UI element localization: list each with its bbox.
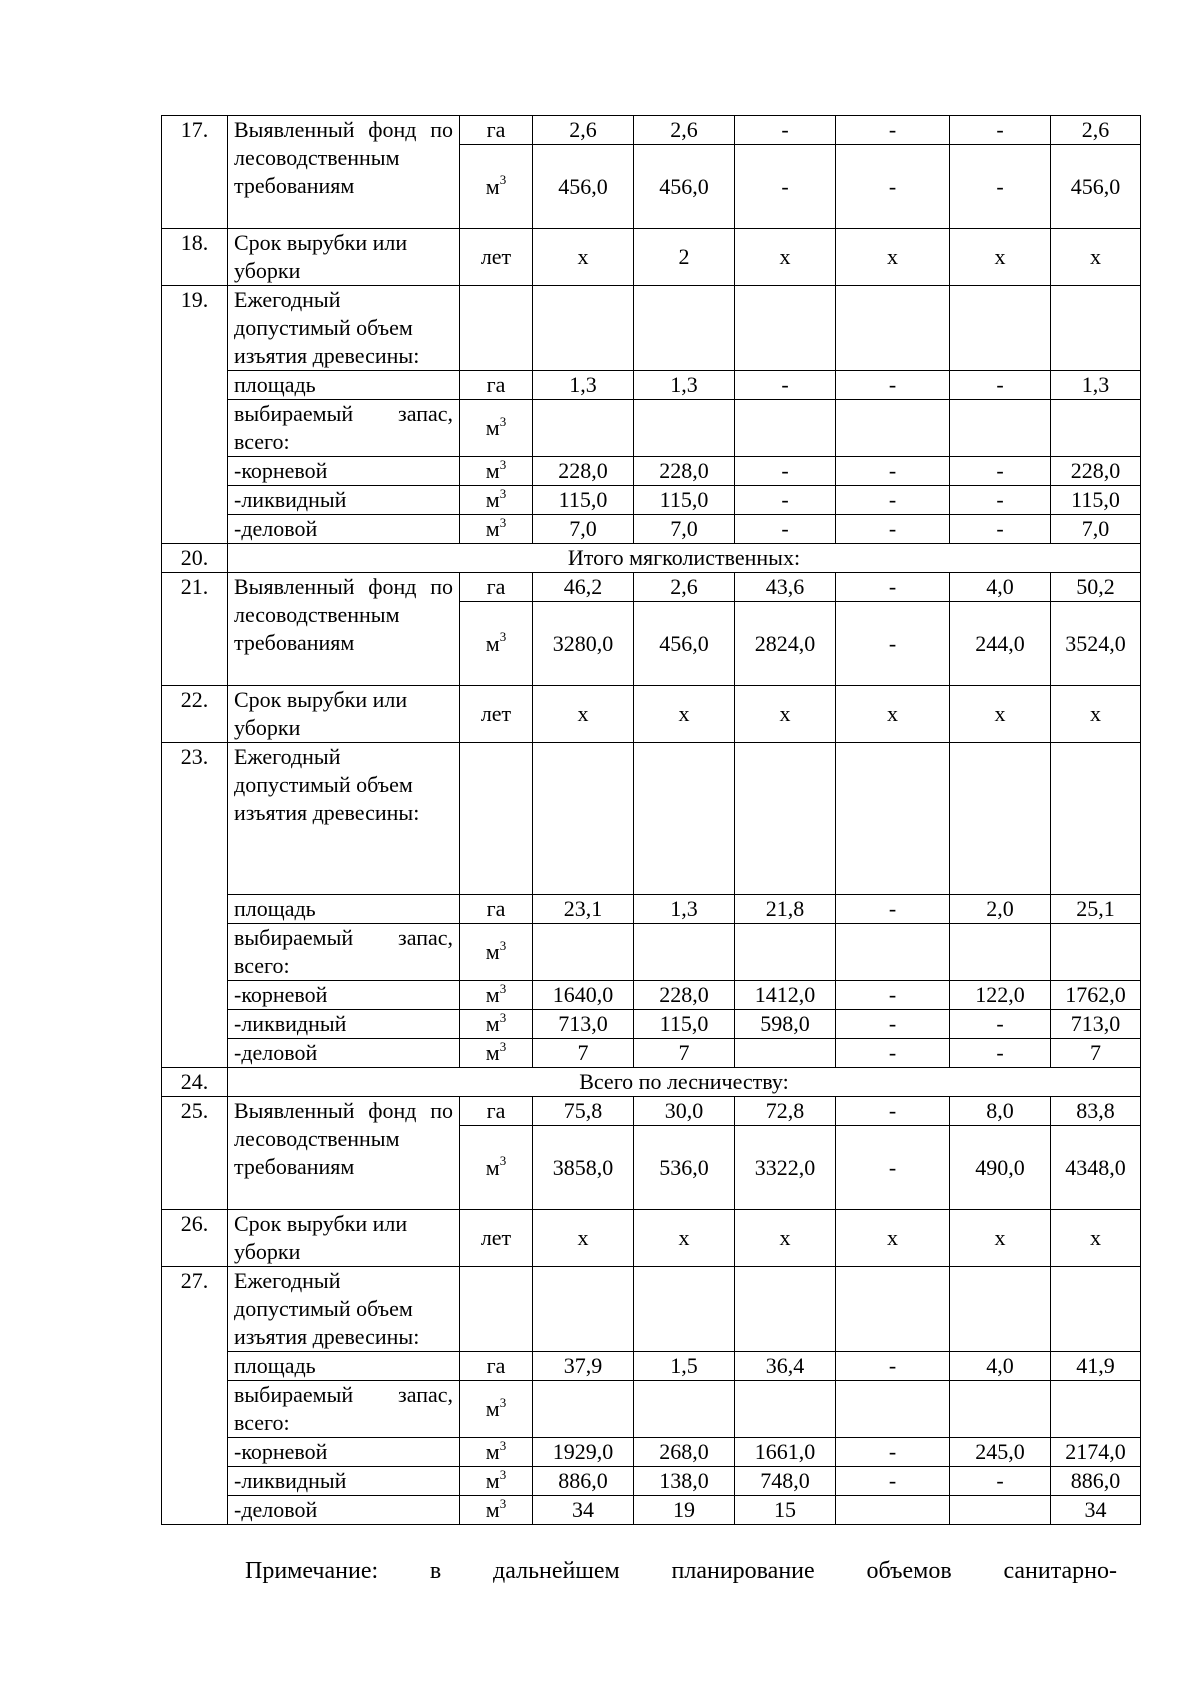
table-row (162, 1210, 1141, 1267)
row-label: выбираемый запас, всего: (228, 1381, 460, 1438)
value-cell: - (836, 1126, 950, 1210)
table-row (162, 981, 1141, 1010)
value-cell: 3280,0 (533, 602, 634, 686)
value-cell: 115,0 (634, 1010, 735, 1039)
value-cell: 7 (533, 1039, 634, 1068)
row-label: Ежегодный допустимый объем изъятия древесины: (228, 743, 460, 895)
value-cell: 19 (634, 1496, 735, 1525)
value-cell: 228,0 (634, 981, 735, 1010)
unit-cell: $м^3$ (460, 981, 533, 1010)
value-cell: 15 (735, 1496, 836, 1525)
value-cell: 1762,0 (1051, 981, 1141, 1010)
value-cell: 25,1 (1051, 895, 1141, 924)
unit-cell: лет (460, 229, 533, 286)
value-cell: 228,0 (634, 457, 735, 486)
row-label: Выявленный фонд по лесоводственным требованиям (228, 1097, 460, 1210)
value-cell: 1640,0 (533, 981, 634, 1010)
value-cell: - (950, 457, 1051, 486)
value-cell: х (836, 1210, 950, 1267)
note-paragraph: Примечание: в дальнейшем планирование объемов санитарно- (245, 1558, 1117, 1584)
value-cell: 46,2 (533, 573, 634, 602)
table-row (162, 1352, 1141, 1381)
value-cell: 1,3 (634, 371, 735, 400)
row-number: 25. (162, 1097, 228, 1210)
value-cell: - (836, 1097, 950, 1126)
unit-cell: $м^3$ (460, 1438, 533, 1467)
unit-cell: га (460, 573, 533, 602)
row-number: 20. (162, 544, 228, 573)
table-row (162, 229, 1141, 286)
value-cell: - (836, 116, 950, 145)
value-cell: 536,0 (634, 1126, 735, 1210)
value-cell: - (735, 116, 836, 145)
table-row (162, 286, 1141, 371)
table-row (162, 1438, 1141, 1467)
value-cell: 2,6 (634, 116, 735, 145)
value-cell: 7,0 (1051, 515, 1141, 544)
value-cell: 34 (1051, 1496, 1141, 1525)
value-cell: - (836, 1467, 950, 1496)
value-cell: 713,0 (533, 1010, 634, 1039)
row-label: -деловой (228, 515, 460, 544)
value-cell: 1929,0 (533, 1438, 634, 1467)
value-cell: 2,6 (634, 573, 735, 602)
row-label: Ежегодный допустимый объем изъятия древесины: (228, 1267, 460, 1352)
value-cell: 115,0 (533, 486, 634, 515)
value-cell: - (836, 1010, 950, 1039)
value-cell: 21,8 (735, 895, 836, 924)
unit-cell: га (460, 1097, 533, 1126)
value-cell (836, 1496, 950, 1525)
section-row (162, 544, 1141, 573)
value-cell: - (950, 486, 1051, 515)
table-row (162, 116, 1141, 145)
row-label: Срок вырубки или уборки (228, 686, 460, 743)
row-number: 26. (162, 1210, 228, 1267)
value-cell: 4348,0 (1051, 1126, 1141, 1210)
value-cell: - (836, 486, 950, 515)
unit-cell: $м^3$ (460, 400, 533, 457)
value-cell: 456,0 (1051, 145, 1141, 229)
value-cell: 456,0 (634, 145, 735, 229)
table-row (162, 924, 1141, 981)
unit-cell: $м^3$ (460, 145, 533, 229)
row-label: Выявленный фонд по лесоводственным требованиям (228, 573, 460, 686)
section-title: Всего по лесничеству: (228, 1068, 1141, 1097)
value-cell: 43,6 (735, 573, 836, 602)
row-label: -деловой (228, 1039, 460, 1068)
table-row (162, 457, 1141, 486)
unit-cell: га (460, 116, 533, 145)
row-label: -деловой (228, 1496, 460, 1525)
value-cell: - (950, 1010, 1051, 1039)
value-cell: 3524,0 (1051, 602, 1141, 686)
row-label: -ликвидный (228, 1467, 460, 1496)
value-cell: х (735, 1210, 836, 1267)
table-row (162, 515, 1141, 544)
value-cell: х (950, 1210, 1051, 1267)
row-label: -ликвидный (228, 486, 460, 515)
value-cell: 41,9 (1051, 1352, 1141, 1381)
value-cell: 1412,0 (735, 981, 836, 1010)
table-row (162, 1467, 1141, 1496)
value-cell: 2174,0 (1051, 1438, 1141, 1467)
value-cell: - (836, 573, 950, 602)
row-number: 22. (162, 686, 228, 743)
value-cell: - (735, 145, 836, 229)
value-cell: х (634, 1210, 735, 1267)
value-cell: 36,4 (735, 1352, 836, 1381)
value-cell: 2 (634, 229, 735, 286)
table-row (162, 686, 1141, 743)
table-row (162, 895, 1141, 924)
value-cell: 456,0 (533, 145, 634, 229)
value-cell: 122,0 (950, 981, 1051, 1010)
value-cell: х (1051, 229, 1141, 286)
value-cell: х (533, 1210, 634, 1267)
row-label: Срок вырубки или уборки (228, 1210, 460, 1267)
value-cell: 748,0 (735, 1467, 836, 1496)
value-cell: 2824,0 (735, 602, 836, 686)
section-row (162, 1068, 1141, 1097)
unit-cell: лет (460, 1210, 533, 1267)
value-cell: - (735, 457, 836, 486)
value-cell: 115,0 (634, 486, 735, 515)
value-cell: 138,0 (634, 1467, 735, 1496)
value-cell: - (836, 457, 950, 486)
value-cell: 456,0 (634, 602, 735, 686)
value-cell (950, 1496, 1051, 1525)
value-cell: х (634, 686, 735, 743)
value-cell: 83,8 (1051, 1097, 1141, 1126)
value-cell: 7,0 (634, 515, 735, 544)
row-label: Срок вырубки или уборки (228, 229, 460, 286)
value-cell: 1,3 (1051, 371, 1141, 400)
value-cell: х (836, 229, 950, 286)
value-cell: 8,0 (950, 1097, 1051, 1126)
value-cell: х (735, 229, 836, 286)
value-cell: 4,0 (950, 1352, 1051, 1381)
value-cell: 23,1 (533, 895, 634, 924)
value-cell: 37,9 (533, 1352, 634, 1381)
value-cell: 1,3 (533, 371, 634, 400)
row-label: площадь (228, 1352, 460, 1381)
value-cell: 7 (1051, 1039, 1141, 1068)
value-cell: 268,0 (634, 1438, 735, 1467)
row-label: Выявленный фонд по лесоводственным требованиям (228, 116, 460, 229)
row-number: 18. (162, 229, 228, 286)
row-label: площадь (228, 371, 460, 400)
table-row (162, 573, 1141, 602)
table-row (162, 1267, 1141, 1352)
value-cell: - (735, 515, 836, 544)
value-cell: 228,0 (1051, 457, 1141, 486)
forest-table (161, 115, 1141, 1525)
value-cell: 2,0 (950, 895, 1051, 924)
value-cell: 490,0 (950, 1126, 1051, 1210)
row-number: 17. (162, 116, 228, 229)
row-number: 19. (162, 286, 228, 544)
value-cell: 886,0 (1051, 1467, 1141, 1496)
value-cell: х (1051, 1210, 1141, 1267)
unit-cell: $м^3$ (460, 1010, 533, 1039)
value-cell: - (950, 116, 1051, 145)
value-cell: 1,3 (634, 895, 735, 924)
value-cell: 30,0 (634, 1097, 735, 1126)
value-cell: 75,8 (533, 1097, 634, 1126)
table-row (162, 1496, 1141, 1525)
table-row (162, 743, 1141, 895)
unit-cell: $м^3$ (460, 1496, 533, 1525)
value-cell: 115,0 (1051, 486, 1141, 515)
value-cell: 3858,0 (533, 1126, 634, 1210)
value-cell: х (735, 686, 836, 743)
table-row (162, 1039, 1141, 1068)
unit-cell: $м^3$ (460, 1039, 533, 1068)
row-number: 21. (162, 573, 228, 686)
value-cell: 72,8 (735, 1097, 836, 1126)
table-row (162, 1010, 1141, 1039)
value-cell: - (950, 515, 1051, 544)
row-number: 24. (162, 1068, 228, 1097)
section-title: Итого мягколиственных: (228, 544, 1141, 573)
unit-cell: $м^3$ (460, 1126, 533, 1210)
value-cell: - (735, 486, 836, 515)
table-row (162, 1381, 1141, 1438)
value-cell: 1,5 (634, 1352, 735, 1381)
row-label: -ликвидный (228, 1010, 460, 1039)
value-cell: 228,0 (533, 457, 634, 486)
value-cell: - (950, 1039, 1051, 1068)
value-cell: - (836, 1039, 950, 1068)
value-cell (735, 1039, 836, 1068)
table-row (162, 1097, 1141, 1126)
value-cell: 7,0 (533, 515, 634, 544)
table-row (162, 486, 1141, 515)
unit-cell: $м^3$ (460, 515, 533, 544)
table-row (162, 400, 1141, 457)
unit-cell: $м^3$ (460, 1381, 533, 1438)
value-cell: х (950, 686, 1051, 743)
row-label: выбираемый запас, всего: (228, 924, 460, 981)
unit-cell: $м^3$ (460, 486, 533, 515)
unit-cell: $м^3$ (460, 457, 533, 486)
value-cell: 2,6 (1051, 116, 1141, 145)
value-cell: - (836, 1352, 950, 1381)
value-cell: - (836, 981, 950, 1010)
value-cell: х (950, 229, 1051, 286)
value-cell: - (836, 145, 950, 229)
row-label: -корневой (228, 1438, 460, 1467)
row-number: 23. (162, 743, 228, 1068)
value-cell: х (1051, 686, 1141, 743)
unit-cell: га (460, 1352, 533, 1381)
value-cell: - (950, 1467, 1051, 1496)
value-cell: - (836, 371, 950, 400)
row-label: Ежегодный допустимый объем изъятия древесины: (228, 286, 460, 371)
row-label: -корневой (228, 981, 460, 1010)
table-row (162, 371, 1141, 400)
row-label: площадь (228, 895, 460, 924)
row-number: 27. (162, 1267, 228, 1525)
unit-cell: лет (460, 686, 533, 743)
row-label: выбираемый запас, всего: (228, 400, 460, 457)
value-cell: - (735, 371, 836, 400)
value-cell: 244,0 (950, 602, 1051, 686)
value-cell: - (950, 371, 1051, 400)
value-cell: х (836, 686, 950, 743)
value-cell: 713,0 (1051, 1010, 1141, 1039)
value-cell: - (836, 895, 950, 924)
value-cell: х (533, 229, 634, 286)
value-cell: 3322,0 (735, 1126, 836, 1210)
value-cell: 886,0 (533, 1467, 634, 1496)
value-cell: 598,0 (735, 1010, 836, 1039)
unit-cell: га (460, 371, 533, 400)
row-label: -корневой (228, 457, 460, 486)
value-cell: 245,0 (950, 1438, 1051, 1467)
unit-cell: $м^3$ (460, 924, 533, 981)
value-cell: 2,6 (533, 116, 634, 145)
value-cell: 7 (634, 1039, 735, 1068)
unit-cell: га (460, 895, 533, 924)
value-cell: - (950, 145, 1051, 229)
unit-cell: $м^3$ (460, 1467, 533, 1496)
unit-cell: $м^3$ (460, 602, 533, 686)
value-cell: - (836, 515, 950, 544)
value-cell: 34 (533, 1496, 634, 1525)
value-cell: 4,0 (950, 573, 1051, 602)
value-cell: - (836, 1438, 950, 1467)
value-cell: х (533, 686, 634, 743)
value-cell: 1661,0 (735, 1438, 836, 1467)
value-cell: - (836, 602, 950, 686)
value-cell: 50,2 (1051, 573, 1141, 602)
